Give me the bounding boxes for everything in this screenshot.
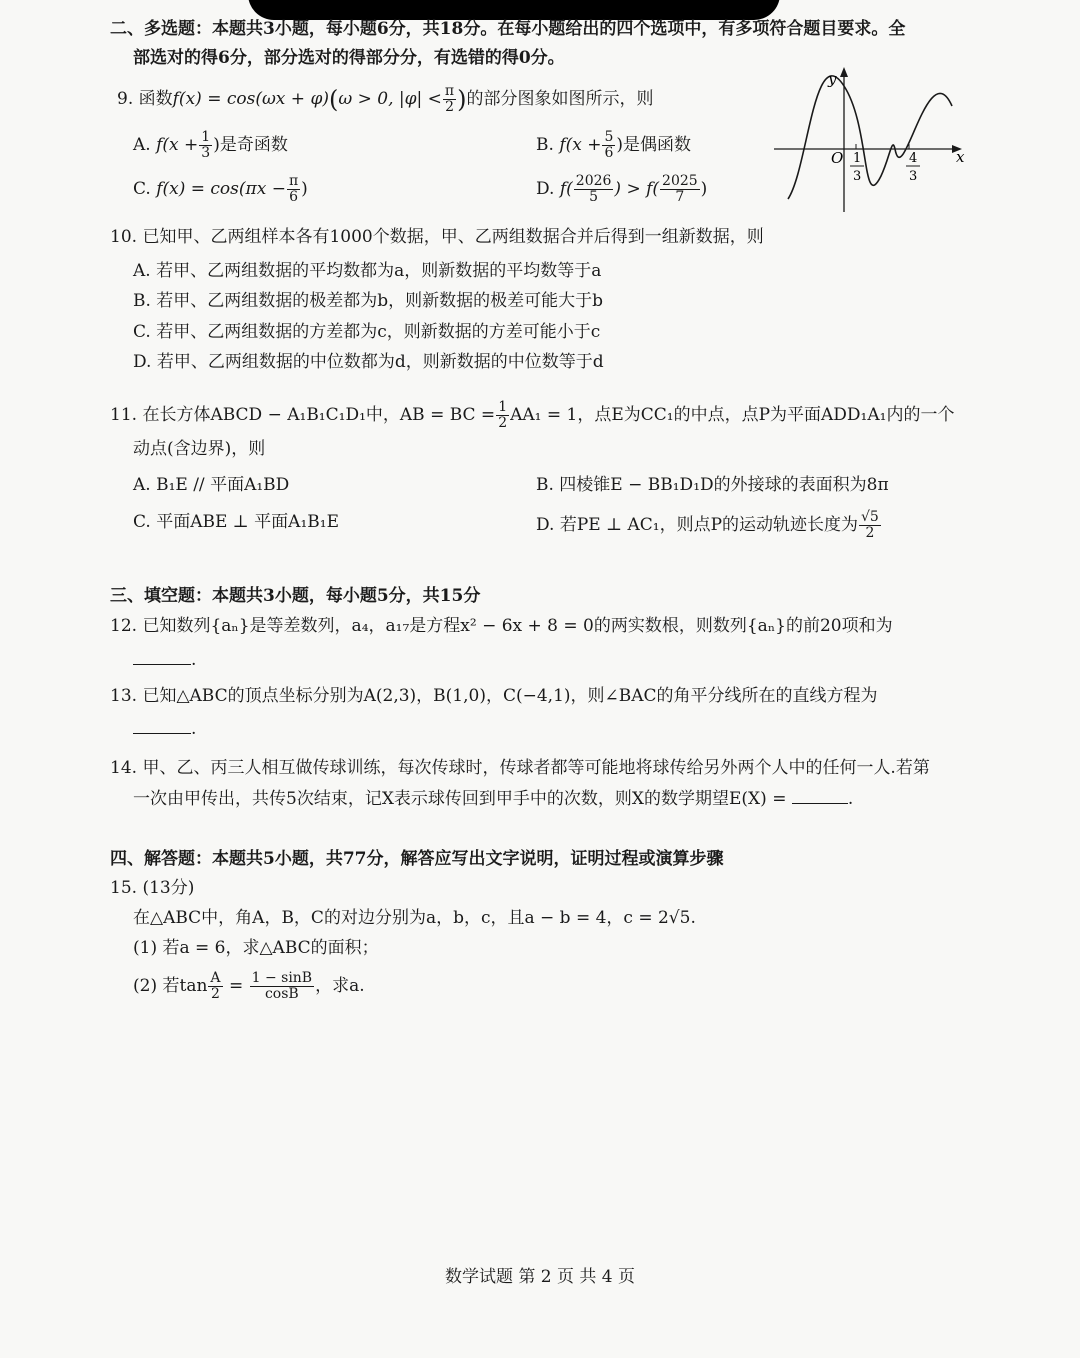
q10-option-a: A. 若甲、乙两组数据的平均数都为a，则新数据的平均数等于a (133, 261, 602, 281)
q9-option-a: A. f(x + $\frac{1}{3}$ )是奇函数 (133, 129, 288, 161)
y-axis-arrow (840, 67, 848, 77)
x-axis-label: x (956, 148, 965, 166)
section2-title: 二、多选题：本题共3小题，每小题6分，共18分。在每小题给出的四个选项中，有多项符合题目要求。全 (110, 19, 906, 39)
q12-blank[interactable] (133, 648, 191, 665)
q10-option-b: B. 若甲、乙两组数据的极差都为b，则新数据的极差可能大于b (133, 291, 604, 311)
q10-stem: 10. 已知甲、乙两组样本各有1000个数据，甲、乙两组数据合并后得到一组新数据，则 (110, 227, 764, 247)
tick1-den: 3 (853, 169, 862, 184)
q11-option-c: C. 平面ABE ⊥ 平面A₁B₁E (133, 512, 339, 532)
q15-stem: 在△ABC中，角A，B，C的对边分别为a，b，c，且a − b = 4，c = 2√5. (133, 908, 696, 928)
section3-title: 三、填空题：本题共3小题，每小题5分，共15分 (110, 586, 481, 606)
q14-stem-cont: 一次由甲传出，共传5次结束，记X表示球传回到甲手中的次数，则X的数学期望E(X) = . (133, 789, 854, 809)
q15-part2: (2) 若tan $\frac{A}{2}$ = $\frac{1 - \sin B}{\cos B}$ ，求a. (133, 970, 365, 1002)
q10-option-d: D. 若甲、乙两组数据的中位数都为d，则新数据的中位数等于d (133, 352, 604, 372)
q12-answer-line: . (133, 648, 196, 672)
tick1-num: 1 (853, 151, 862, 166)
q14-stem: 14. 甲、乙、丙三人相互做传球训练，每次传球时，传球者都等可能地将球传给另外两个人中的任何一人.若第 (110, 758, 930, 778)
q11-option-d: D. 若PE ⊥ AC₁，则点P的运动轨迹长度为 $\frac{√5}{2}$ (536, 509, 879, 541)
q15-head: 15. (13分) (110, 878, 195, 898)
q11-stem-cont: 动点(含边界)，则 (133, 439, 266, 459)
q13-blank[interactable] (133, 717, 191, 734)
page-footer: 数学试题 第 2 页 共 4 页 (444, 1267, 636, 1287)
q11-option-b: B. 四棱锥E − BB₁D₁D的外接球的表面积为8π (536, 475, 889, 495)
q9-cosine-graph (770, 64, 970, 216)
tick2-den: 3 (909, 169, 918, 184)
q9-option-d: D. f( $\frac{2026}{5}$ ) > f( $\frac{2025}{7}$ ) (536, 173, 708, 205)
q13-stem: 13. 已知△ABC的顶点坐标分别为A(2,3)，B(1,0)，C(−4,1)，则∠BAC的角平分线所在的直线方程为 (110, 686, 878, 706)
q11-option-a: A. B₁E // 平面A₁BD (133, 475, 290, 495)
q14-blank[interactable] (792, 787, 848, 804)
origin-label: O (831, 149, 844, 167)
q10-option-c: C. 若甲、乙两组数据的方差都为c，则新数据的方差可能小于c (133, 322, 601, 342)
q9-option-b: B. f(x + $\frac{5}{6}$ )是偶函数 (536, 129, 692, 161)
q12-stem: 12. 已知数列{aₙ}是等差数列，a₄，a₁₇是方程x² − 6x + 8 = 0的两实数根，则数列{aₙ}的前20项和为 (110, 616, 893, 636)
section2-title-cont: 部选对的得6分，部分选对的得部分分，有选错的得0分。 (133, 48, 565, 68)
tick2-num: 4 (909, 151, 918, 166)
q9-option-c: C. f(x) = cos(πx − $\frac{\pi}{6}$ ) (133, 173, 308, 205)
section4-title: 四、解答题：本题共5小题，共77分，解答应写出文字说明，证明过程或演算步骤 (110, 849, 724, 869)
cosine-curve (788, 76, 952, 199)
q11-stem: 11. 在长方体ABCD − A₁B₁C₁D₁中，AB = BC = $\frac{1}{2}$ AA₁ = 1，点E为CC₁的中点，点P为平面ADD₁A₁内的一个 (110, 399, 955, 431)
q15-part1: (1) 若a = 6，求△ABC的面积； (133, 938, 379, 958)
y-axis-label: y (828, 70, 837, 88)
q9-stem: 9. 函数f(x) = cos(ωx + φ)(ω > 0, |φ| < $\frac{\pi}{2}$ )的部分图象如图所示，则 (117, 83, 654, 115)
q13-answer-line: . (133, 717, 196, 741)
